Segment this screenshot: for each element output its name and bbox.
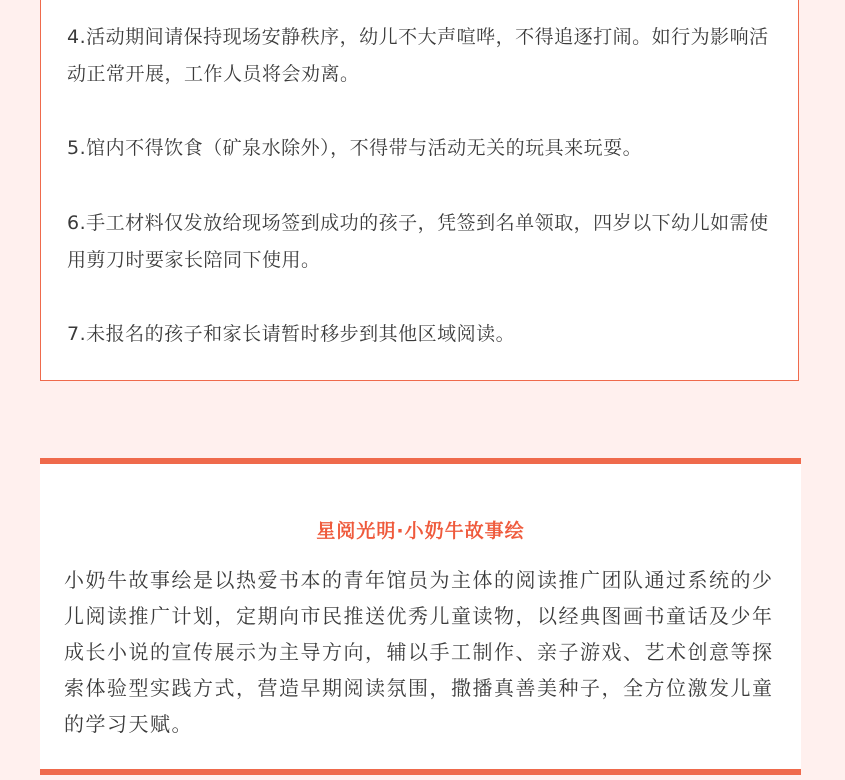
rule-item-4: 4.活动期间请保持现场安静秩序，幼儿不大声喧哗，不得追逐打闹。如行为影响活动正常开展，工作人员将会劝离。 xyxy=(67,26,769,85)
intro-bottom-divider xyxy=(40,769,801,775)
story-program-intro-card xyxy=(40,458,801,770)
rule-item-5: 5.馆内不得饮食（矿泉水除外），不得带与活动无关的玩具来玩耍。 xyxy=(67,137,643,159)
activity-rules-box xyxy=(40,0,799,381)
rule-item-6: 6.手工材料仅发放给现场签到成功的孩子，凭签到名单领取，四岁以下幼儿如需使用剪刀时要家长陪同下使用。 xyxy=(67,212,769,271)
intro-body-text: 小奶牛故事绘是以热爱书本的青年馆员为主体的阅读推广团队通过系统的少儿阅读推广计划，定期向市民推送优秀儿童读物，以经典图画书童话及少年成长小说的宣传展示为主导方向，辅以手工制作、亲子游戏、艺术创意等探索体验型实践方式，营造早期阅读氛围，撒播真善美种子，全方位激发儿童的学习天赋。 xyxy=(64,568,774,736)
intro-title: 星阅光明·小奶牛故事绘 xyxy=(316,520,525,542)
rule-item-7: 7.未报名的孩子和家长请暂时移步到其他区域阅读。 xyxy=(67,323,516,345)
